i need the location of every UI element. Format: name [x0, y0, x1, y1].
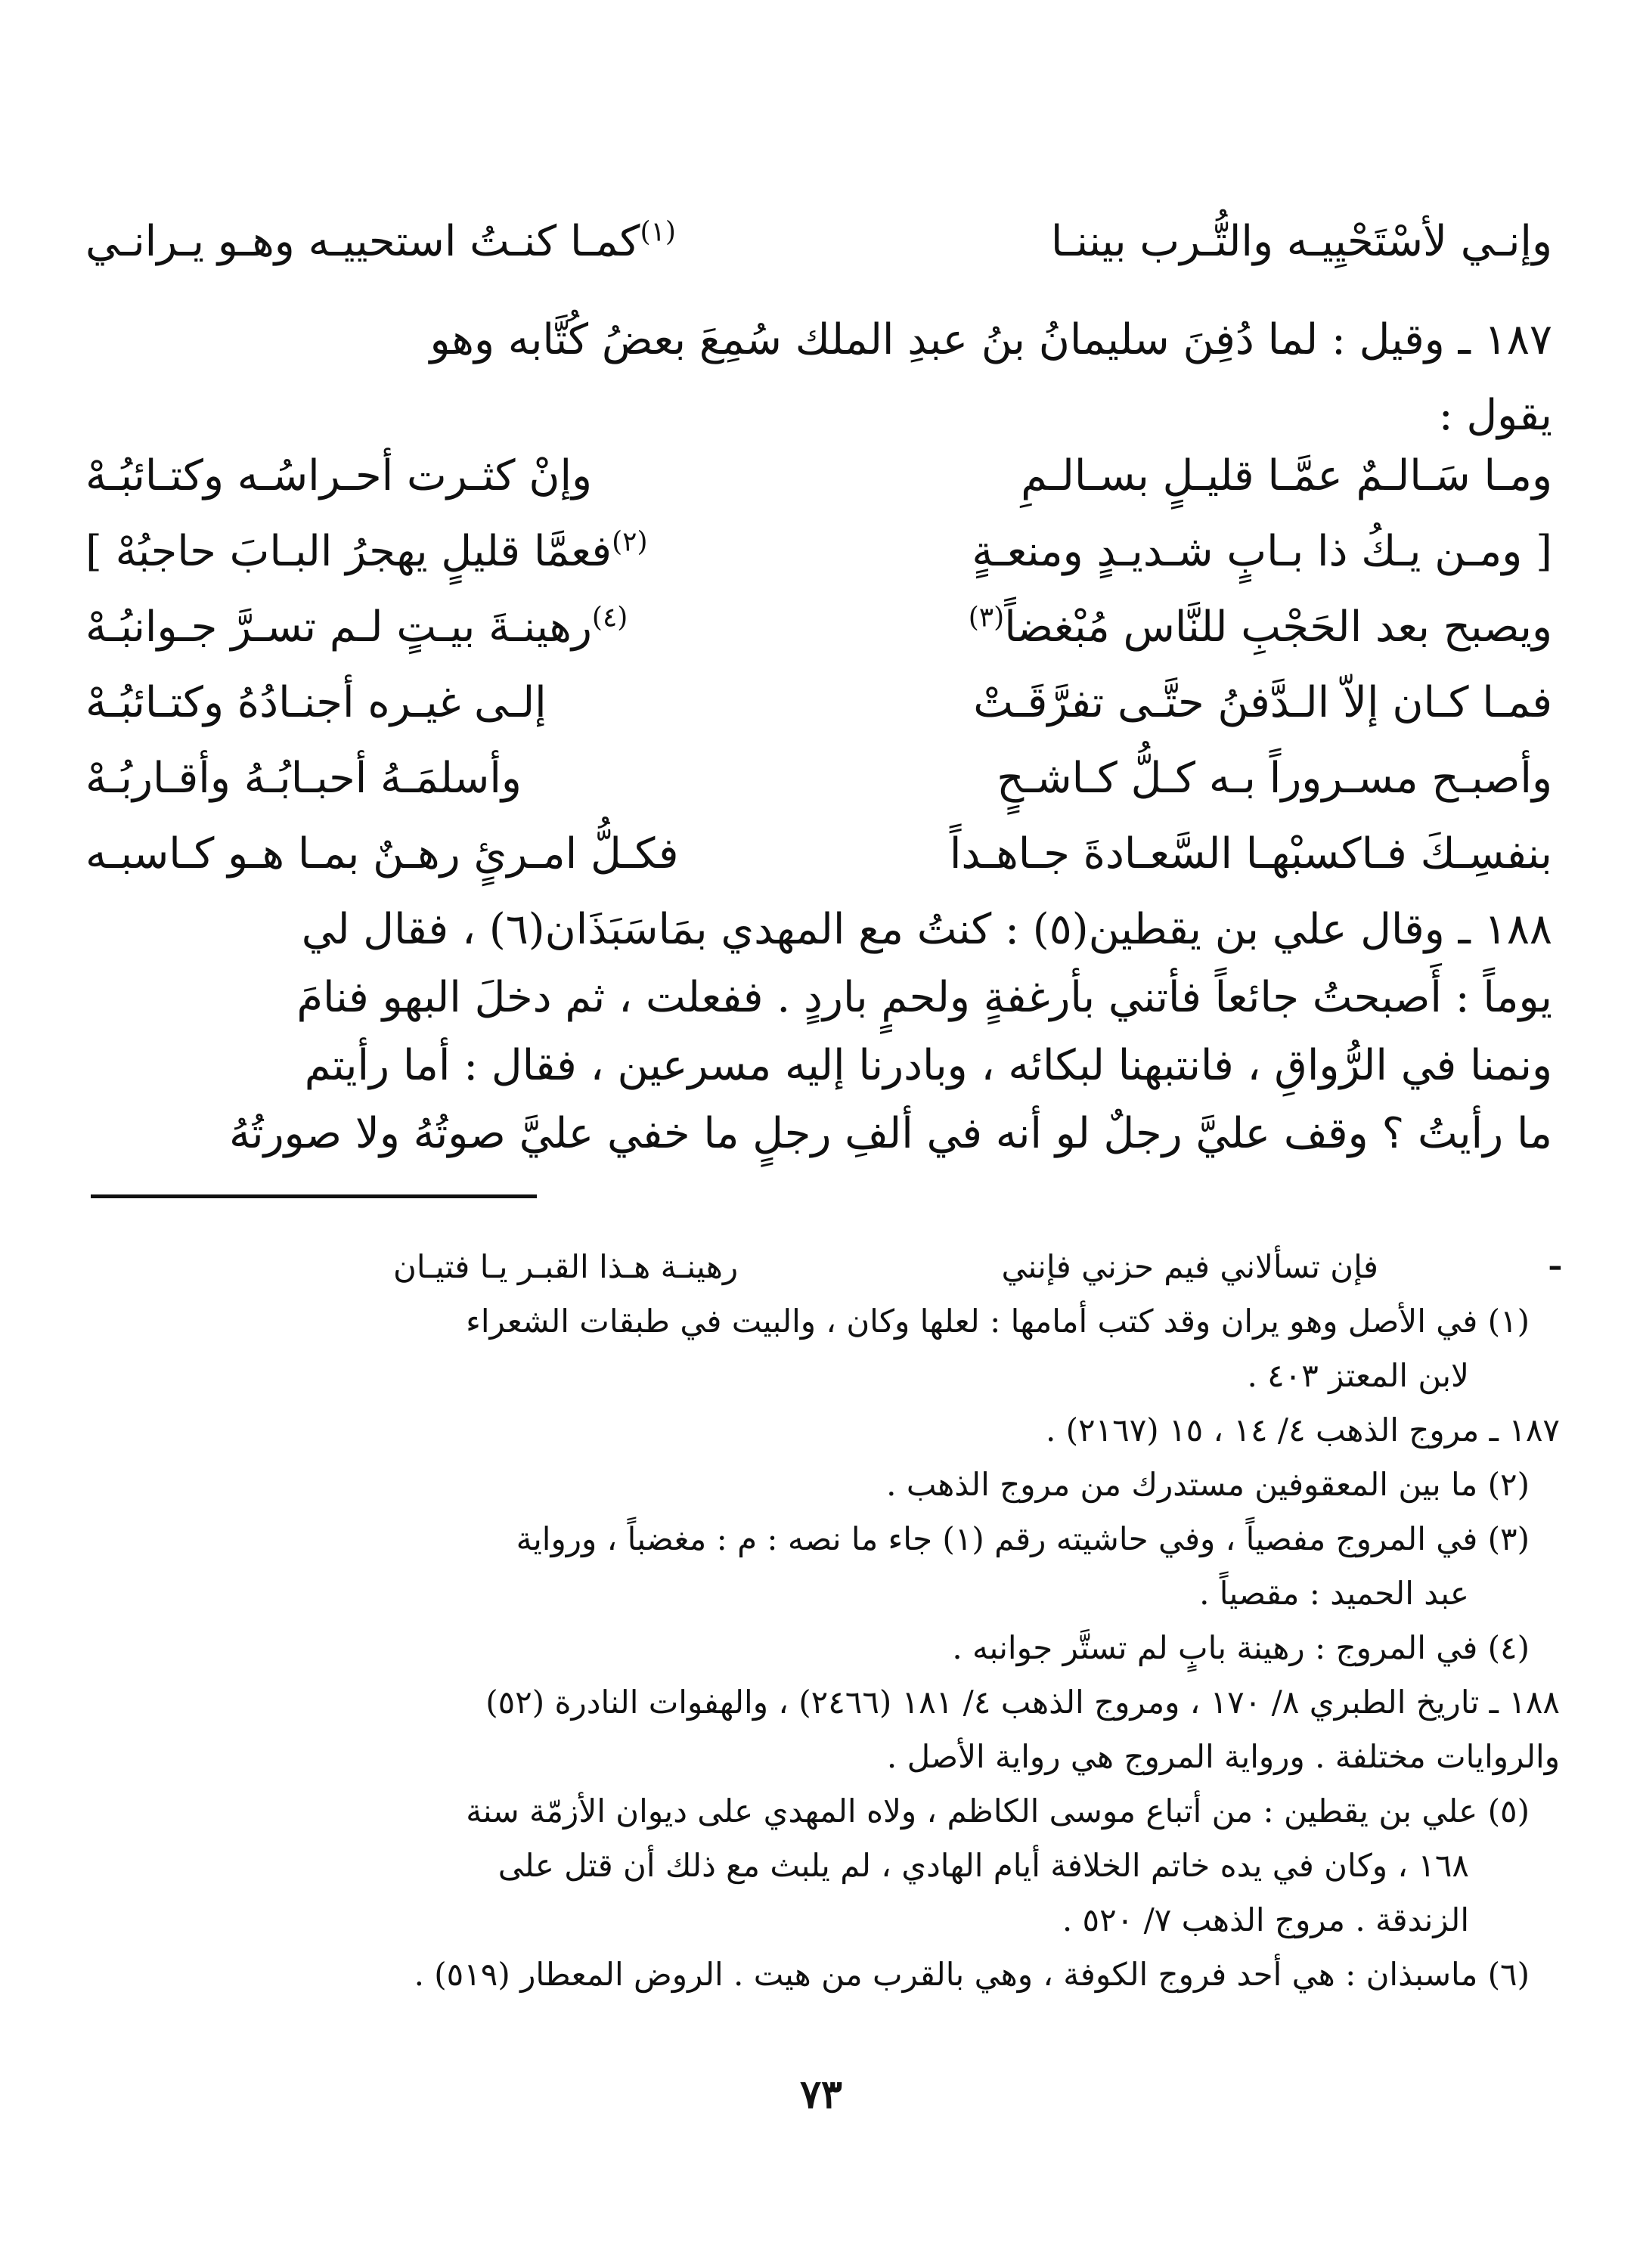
footnote-line: (١) في الأصل وهو يران وقد كتب أمامها : لعلها وكان ، والبيت في طبقات الشعراء — [466, 1303, 1530, 1340]
footnote-line: ١٦٨ ، وكان في يده خاتم الخلافة أيام الهادي ، لم يلبث مع ذلك أن قتل على — [498, 1847, 1469, 1884]
footnote-separator — [91, 1194, 537, 1198]
footnote-line: (٦) ماسبذان : هي أحد فروج الكوفة ، وهي بالقرب من هيت . الروض المعطار (٥١٩) . — [414, 1956, 1530, 1993]
footnote-continuation-verse-right: فإن تسألاني فيم حزني فإنني — [1001, 1248, 1378, 1285]
entry-188-line-3: ونمنا في الرُّواقِ ، فانتبهنا لبكائه ، وبادرنا إليه مسرعين ، فقال : أما رأيتم — [304, 1041, 1552, 1090]
verse-hemistich-right: وأصبـح مسـروراً بـه كـلُّ كـاشـحٍ — [997, 754, 1552, 803]
entry-187-verse-4 — [85, 665, 1552, 741]
verse-hemistich-left: وإنْ كثـرت أحـراسُـه وكتـائبُـهْ — [85, 451, 593, 500]
verse-hemistich-right: [ ومـن يـكُ ذا بـابٍ شـديـدٍ ومنعـةٍ — [972, 527, 1552, 576]
footnote-continuation-verse-left: رهينـة هـذا القبـر يـا فتيـان — [393, 1248, 739, 1285]
verse-hemistich-right: وإنـي لأسْتَحْيِيـه والتُّـرب بيننـا — [1050, 217, 1552, 266]
entry-188-line-1: ١٨٨ ـ وقال علي بن يقطين(٥) : كنتُ مع المهدي بمَاسَبَذَان(٦) ، فقال لي — [301, 905, 1552, 954]
entry-187-verse-6 — [85, 816, 1552, 892]
footnote-line: والروايات مختلفة . ورواية المروج هي رواية الأصل . — [886, 1738, 1560, 1775]
verse-hemistich-left — [85, 514, 648, 590]
verse-hemistich-right: فمـا كـان إلاّ الـدَّفنُ حتَّـى تفرَّقَـتْ — [973, 678, 1552, 727]
verse-hemistich-left-text: كمـا كنـتُ استحييـه وهـو يـرانـي — [85, 217, 640, 266]
entry-187-verse-5 — [85, 741, 1552, 816]
entry-187-verse-2 — [85, 514, 1552, 590]
verse-hemistich-left — [85, 204, 676, 280]
footnote-line: (٣) في المروج مفصياً ، وفي حاشيته رقم (١) جاء ما نصه : م : مغضباً ، ورواية — [516, 1520, 1530, 1557]
entry-187-line-1: ١٨٧ ـ وقيل : لما دُفِنَ سليمانُ بنُ عبدِ الملك سُمِعَ بعضُ كُتَّابه وهو — [429, 315, 1552, 364]
footnote-mark: (٢) — [612, 526, 648, 558]
footnote-line: ١٨٧ ـ مروج الذهب ٤/ ١٤ ، ١٥ (٢١٦٧) . — [1045, 1411, 1560, 1448]
entry-187-verse-1 — [85, 438, 1552, 514]
footnote-mark: (١) — [640, 216, 676, 248]
footnote-line: لابن المعتز ٤٠٣ . — [1247, 1357, 1469, 1394]
entry-187-verse-3 — [85, 590, 1552, 665]
verse-hemistich-right-text: ويصبح بعد الحَجْبِ للنَّاس مُبْغضاً — [1004, 603, 1552, 652]
footnote-line: ١٨٨ ـ تاريخ الطبري ٨/ ١٧٠ ، ومروج الذهب ٤/ ١٨١ (٢٤٦٦) ، والهفوات النادرة (٥٢) — [485, 1684, 1560, 1721]
verse-hemistich-right: ومـا سَـالـمٌ عمَّـا قليـلٍ بسـالـمِ — [1021, 451, 1552, 500]
footnote-line: (٥) علي بن يقطين : من أتباع موسى الكاظم ، ولاه المهدي على ديوان الأزمّة سنة — [466, 1792, 1530, 1830]
footnote-line: الزندقة . مروج الذهب ٧/ ٥٢٠ . — [1062, 1901, 1469, 1938]
verse-hemistich-left: وأسلمَـهُ أحبـابُـهُ وأقـاربُـهْ — [85, 754, 522, 803]
footnote-line: (٢) ما بين المعقوفين مستدرك من مروج الذهب . — [886, 1466, 1530, 1503]
entry-187-line-2: يقول : — [1438, 391, 1552, 440]
continuation-dash: ـ — [1550, 1240, 1560, 1277]
footnote-line: (٤) في المروج : رهينة بابٍ لم تستَّر جوانبه . — [952, 1629, 1530, 1666]
verse-hemistich-right — [969, 590, 1552, 665]
footnote-line: عبد الحميد : مقصياً . — [1199, 1575, 1469, 1612]
footnote-mark: (٣) — [968, 602, 1005, 634]
verse-hemistich-left-text: فعمَّا قليلٍ يهجرُ البـابَ حاجبُهْ ] — [85, 527, 612, 576]
entry-188-line-4: ما رأيتُ ؟ وقف عليَّ رجلٌ لو أنه في ألفِ رجلٍ ما خفي عليَّ صوتُهُ ولا صورتُهُ — [228, 1109, 1552, 1158]
verse-hemistich-left: فكـلُّ امـرئٍ رهـنٌ بمـا هـو كـاسبـه — [85, 829, 679, 878]
opening-verse — [85, 204, 1552, 280]
page-number: ٧٣ — [800, 2071, 842, 2118]
footnote-mark: (٤) — [591, 602, 628, 634]
verse-hemistich-right: بنفسِـكَ فـاكسبْهـا السَّعـادةَ جـاهـداً — [949, 829, 1552, 878]
verse-hemistich-left-text: رهينـةَ بيـتٍ لـم تسـرَّ جـوانبُـهْ — [85, 603, 592, 652]
entry-188-line-2: يوماً : أَصبحتُ جائعاً فأتني بأرغفةٍ ولحمٍ باردٍ . ففعلت ، ثم دخلَ البهو فنامَ — [296, 973, 1552, 1022]
verse-hemistich-left: إلـى غيـره أجنـادُهُ وكتـائبُـهْ — [85, 678, 547, 727]
verse-hemistich-left — [85, 590, 628, 665]
